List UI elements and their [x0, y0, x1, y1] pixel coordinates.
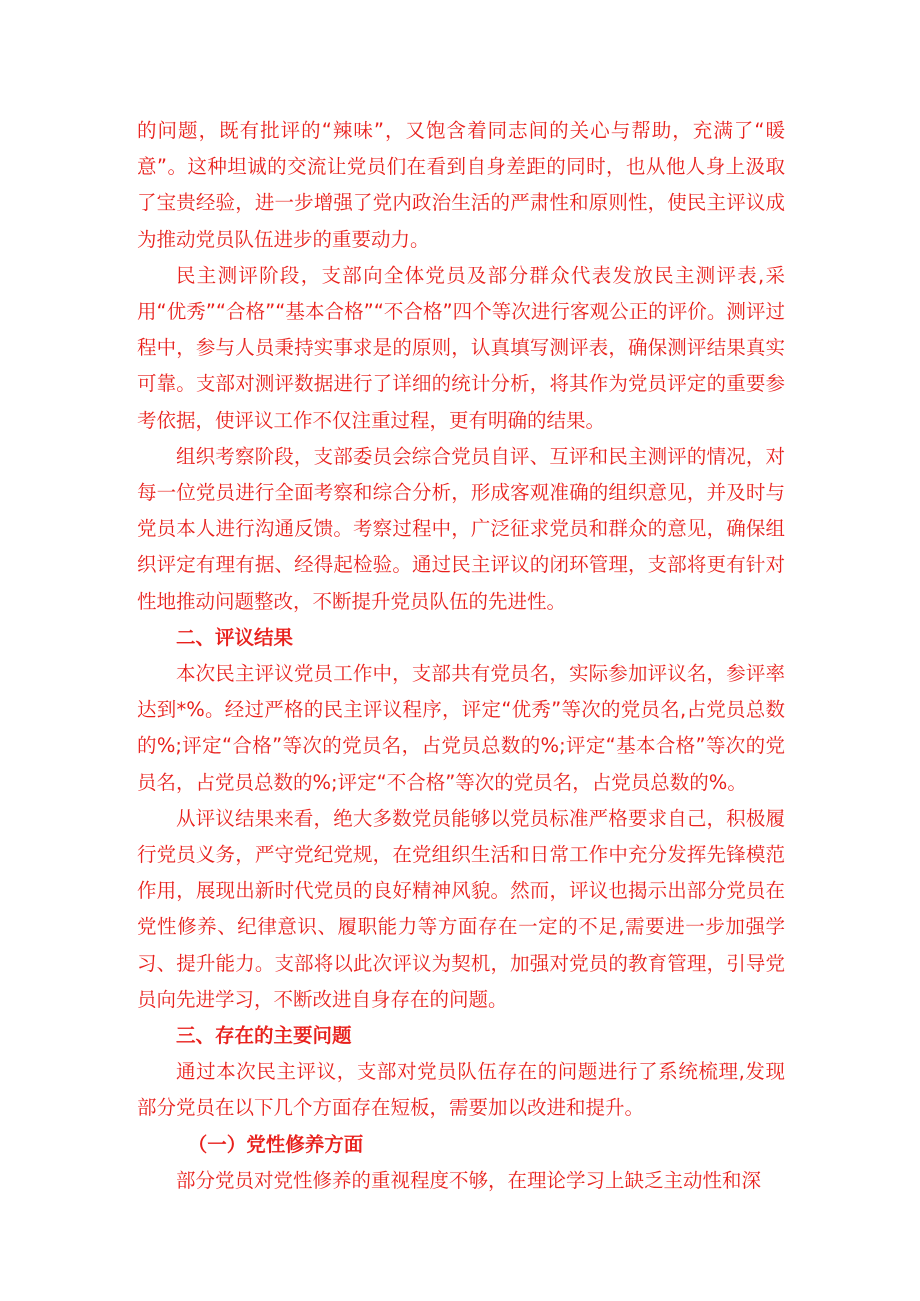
document-body	[137, 113, 785, 1199]
paragraph-organizational-review: 组织考察阶段，支部委员会综合党员自评、互评和民主测评的情况，对每一位党员进行全面考察和综合分析，形成客观准确的组织意见，并及时与党员本人进行沟通反馈。考察过程中，广泛征求党员和群众的意见，确保组织评定有理有据、经得起检验。通过民主评议的闭环管理，支部将更有针对性地推动问题整改，不断提升党员队伍的先进性。	[137, 444, 785, 613]
section-heading-problems: 三、存在的主要问题	[176, 1024, 352, 1048]
paragraph-results-stats: 本次民主评议党员工作中，支部共有党员名，实际参加评议名，参评率达到*%。经过严格的民主评议程序，评定“优秀”等次的党员名,占党员总数的%;评定“合格”等次的党员名，占党员总数的%;评定“基本合格”等次的党员名，占党员总数的%;评定“不合格”等次的党员名，占党员总数的%。	[137, 662, 785, 794]
section-heading-results: 二、评议结果	[176, 625, 294, 649]
subsection-heading-party-spirit: （一）党性修养方面	[187, 1132, 364, 1156]
paragraph-continuation: 的问题，既有批评的“辣味”，又饱含着同志间的关心与帮助，充满了“暖意”。这种坦诚的交流让党员们在看到自身差距的同时，也从他人身上汲取了宝贵经验，进一步增强了党内政治生活的严肃性和原则性，使民主评议成为推动党员队伍进步的重要动力。	[137, 119, 785, 251]
paragraph-party-spirit: 部分党员对党性修养的重视程度不够，在理论学习上缺乏主动性和深	[176, 1168, 762, 1192]
paragraph-problems-intro: 通过本次民主评议，支部对党员队伍存在的问题进行了系统梳理,发现部分党员在以下几个方面存在短板，需要加以改进和提升。	[137, 1060, 785, 1120]
paragraph-results-analysis: 从评议结果来看，绝大多数党员能够以党员标准严格要求自己，积极履行党员义务，严守党纪党规，在党组织生活和日常工作中充分发挥先锋模范作用，展现出新时代党员的良好精神风貌。然而，评议也揭示出部分党员在党性修养、纪律意识、履职能力等方面存在一定的不足,需要进一步加强学习、提升能力。支部将以此次评议为契机，加强对党员的教育管理，引导党员向先进学习，不断改进自身存在的问题。	[137, 806, 785, 1011]
paragraph-democratic-evaluation: 民主测评阶段，支部向全体党员及部分群众代表发放民主测评表,采用“优秀”“合格”“基本合格”“不合格”四个等次进行客观公正的评价。测评过程中，参与人员秉持实事求是的原则，认真填写测评表，确保测评结果真实可靠。支部对测评数据进行了详细的统计分析，将其作为党员评定的重要参考依据，使评议工作不仅注重过程，更有明确的结果。	[137, 263, 785, 432]
